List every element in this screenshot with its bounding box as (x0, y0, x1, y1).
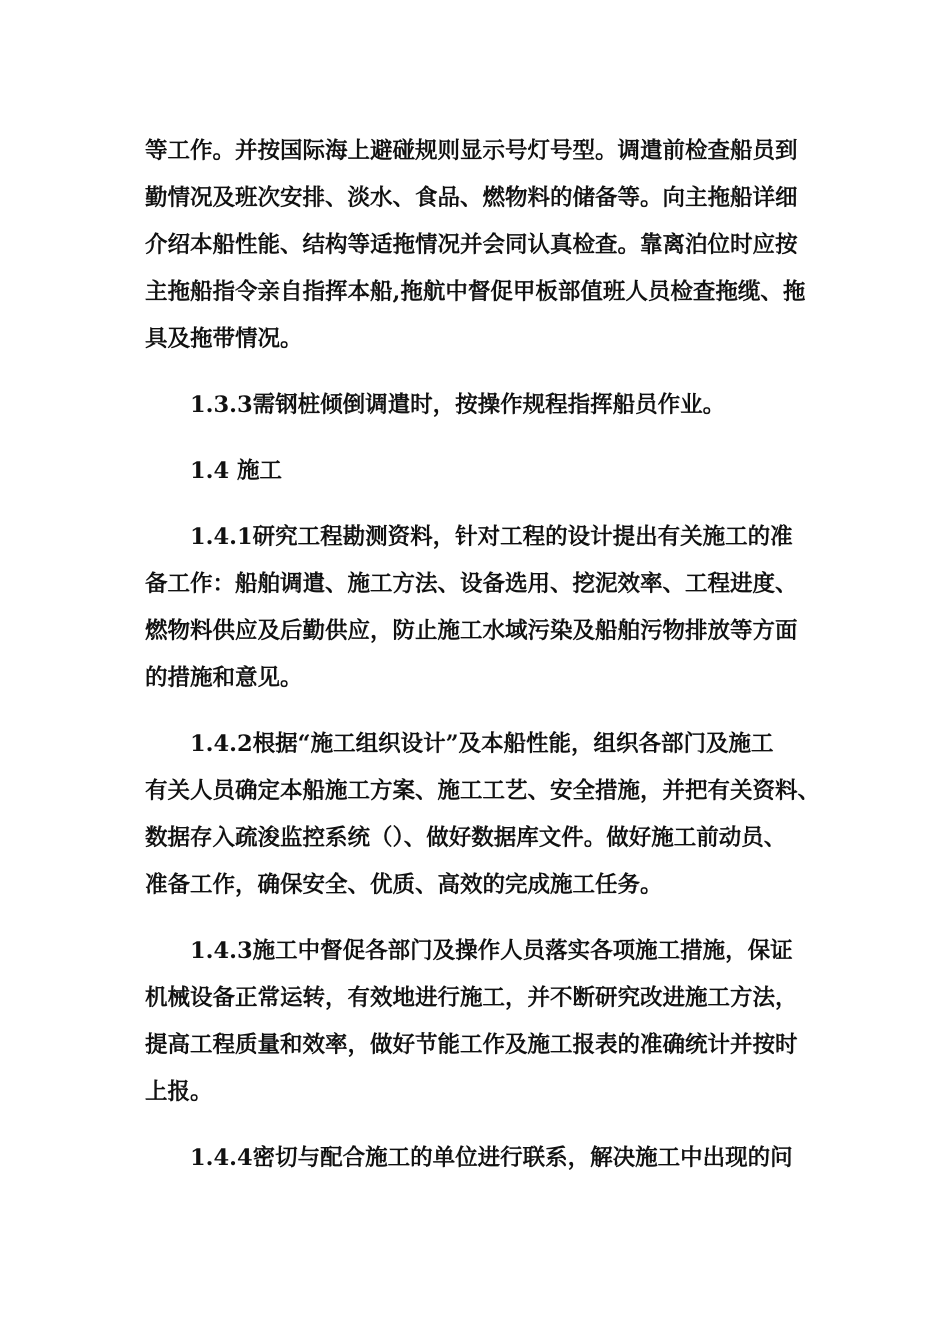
paragraph-1-3-3 (145, 382, 813, 429)
text-line: 有关人员确定本船施工方案、施工工艺、安全措施，并把有关资料、 (145, 778, 821, 804)
text-line: 上报。 (145, 1079, 213, 1105)
text-line: 具及拖带情况。 (145, 326, 303, 352)
text-line: 1.4.3施工中督促各部门及操作人员落实各项施工措施，保证 (190, 938, 793, 964)
paragraph-1-4-2 (145, 721, 821, 909)
paragraph-1-4-1 (145, 514, 813, 702)
text-line: 1.4.4密切与配合施工的单位进行联系，解决施工中出现的问 (190, 1145, 793, 1171)
text-line: 主拖船指令亲自指挥本船,拖航中督促甲板部值班人员检查拖缆、拖 (145, 279, 806, 305)
text-line: 1.4 施工 (190, 458, 282, 484)
paragraph-1-4-3 (145, 928, 813, 1116)
text-line: 勤情况及班次安排、淡水、食品、燃物料的储备等。向主拖船详细 (145, 185, 798, 211)
text-line: 1.4.1研究工程勘测资料，针对工程的设计提出有关施工的准 (190, 524, 793, 550)
text-line: 提高工程质量和效率，做好节能工作及施工报表的准确统计并按时 (145, 1032, 798, 1058)
text-line: 备工作：船舶调遣、施工方法、设备选用、挖泥效率、工程进度、 (145, 571, 798, 597)
text-line: 1.3.3需钢桩倾倒调遣时，按操作规程指挥船员作业。 (190, 392, 726, 418)
text-line: 机械设备正常运转，有效地进行施工，并不断研究改进施工方法， (145, 985, 798, 1011)
text-line: 燃物料供应及后勤供应，防止施工水域污染及船舶污物排放等方面 (145, 618, 798, 644)
section-heading-1-4 (145, 448, 813, 495)
text-line: 准备工作，确保安全、优质、高效的完成施工任务。 (145, 872, 663, 898)
document-body (145, 128, 821, 1201)
text-line: 的措施和意见。 (145, 665, 303, 691)
paragraph-1 (145, 128, 813, 363)
text-line: 介绍本船性能、结构等适拖情况并会同认真检查。靠离泊位时应按 (145, 232, 798, 258)
text-line: 数据存入疏浚监控系统（）、做好数据库文件。做好施工前动员、 (145, 825, 787, 851)
text-line: 1.4.2根据“施工组织设计”及本船性能，组织各部门及施工 (190, 731, 774, 757)
text-line: 等工作。并按国际海上避碰规则显示号灯号型。调遣前检查船员到 (145, 138, 798, 164)
paragraph-1-4-4 (145, 1135, 813, 1182)
